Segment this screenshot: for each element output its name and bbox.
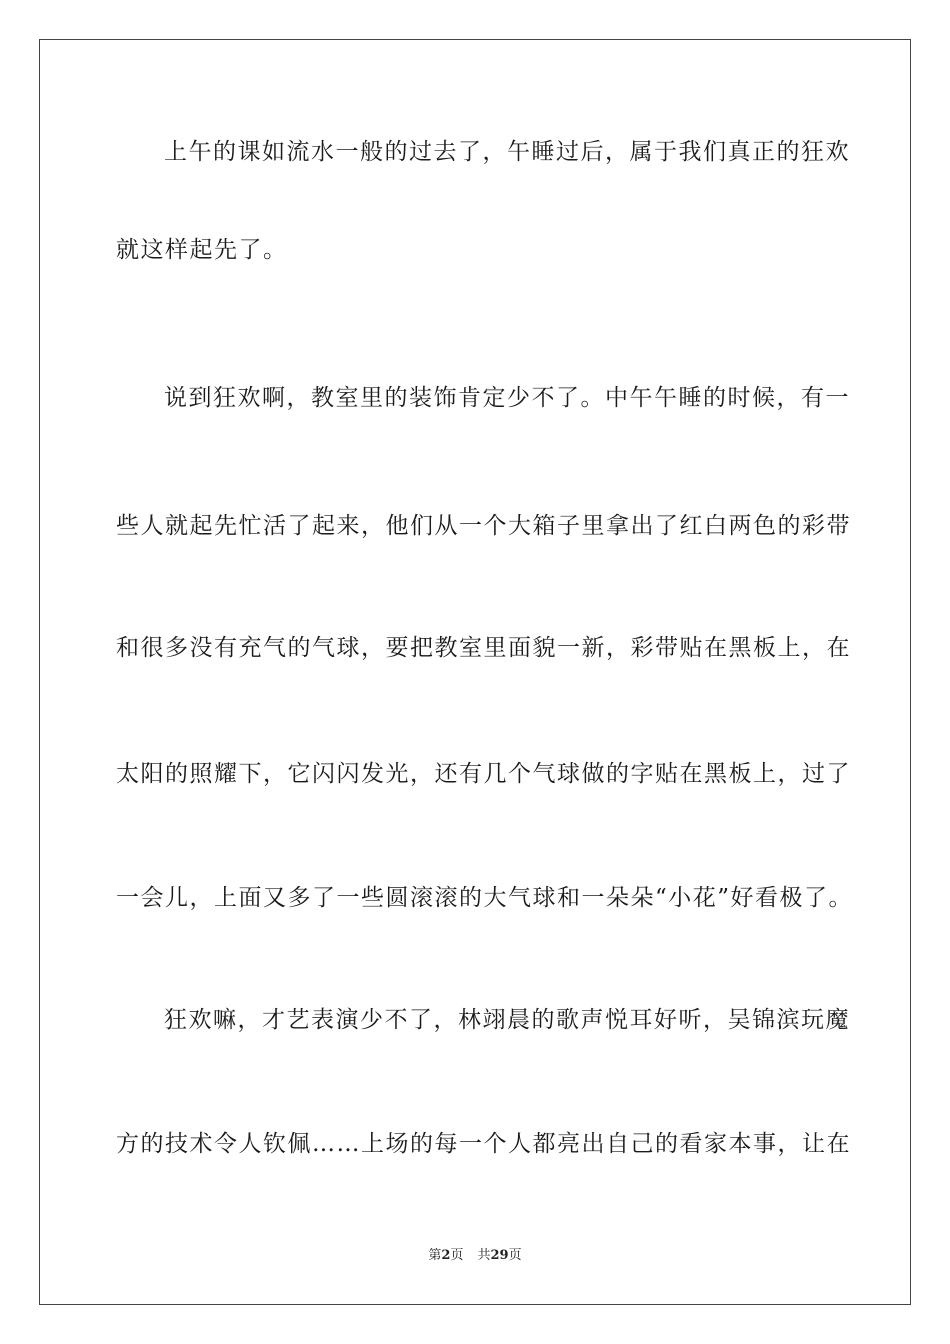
page-footer (0, 1247, 950, 1265)
footer-total-prefix: 共 (477, 1248, 491, 1263)
page-border (39, 39, 911, 1305)
footer-total-suffix: 页 (508, 1248, 522, 1263)
paragraph-2-line-3: 和很多没有充气的气球，要把教室里面貌一新，彩带贴在黑板上，在 (116, 635, 851, 661)
paragraph-3-line-1: 狂欢嘛，才艺表演少不了，林翊晨的歌声悦耳好听，吴锦滨玩魔 (164, 1007, 850, 1033)
paragraph-1-line-1: 上午的课如流水一般的过去了，午睡过后，属于我们真正的狂欢 (164, 139, 850, 165)
paragraph-2-line-2: 些人就起先忙活了起来，他们从一个大箱子里拿出了红白两色的彩带 (116, 513, 851, 539)
footer-total-pages: 29 (490, 1248, 509, 1263)
paragraph-1-line-2: 就这样起先了。 (116, 237, 288, 263)
paragraph-2-line-5: 一会儿，上面又多了一些圆滚滚的大气球和一朵朵“小花”好看极了。 (116, 885, 854, 911)
footer-current-page: 2 (441, 1248, 451, 1263)
paragraph-2-line-1: 说到狂欢啊，教室里的装饰肯定少不了。中午午睡的时候，有一 (164, 385, 850, 411)
paragraph-3-line-2: 方的技术令人钦佩……上场的每一个人都亮出自己的看家本事，让在 (116, 1131, 851, 1157)
footer-prefix: 第 (428, 1248, 442, 1263)
paragraph-2-line-4: 太阳的照耀下，它闪闪发光，还有几个气球做的字贴在黑板上，过了 (116, 761, 851, 787)
footer-page-suffix: 页 (450, 1248, 464, 1263)
